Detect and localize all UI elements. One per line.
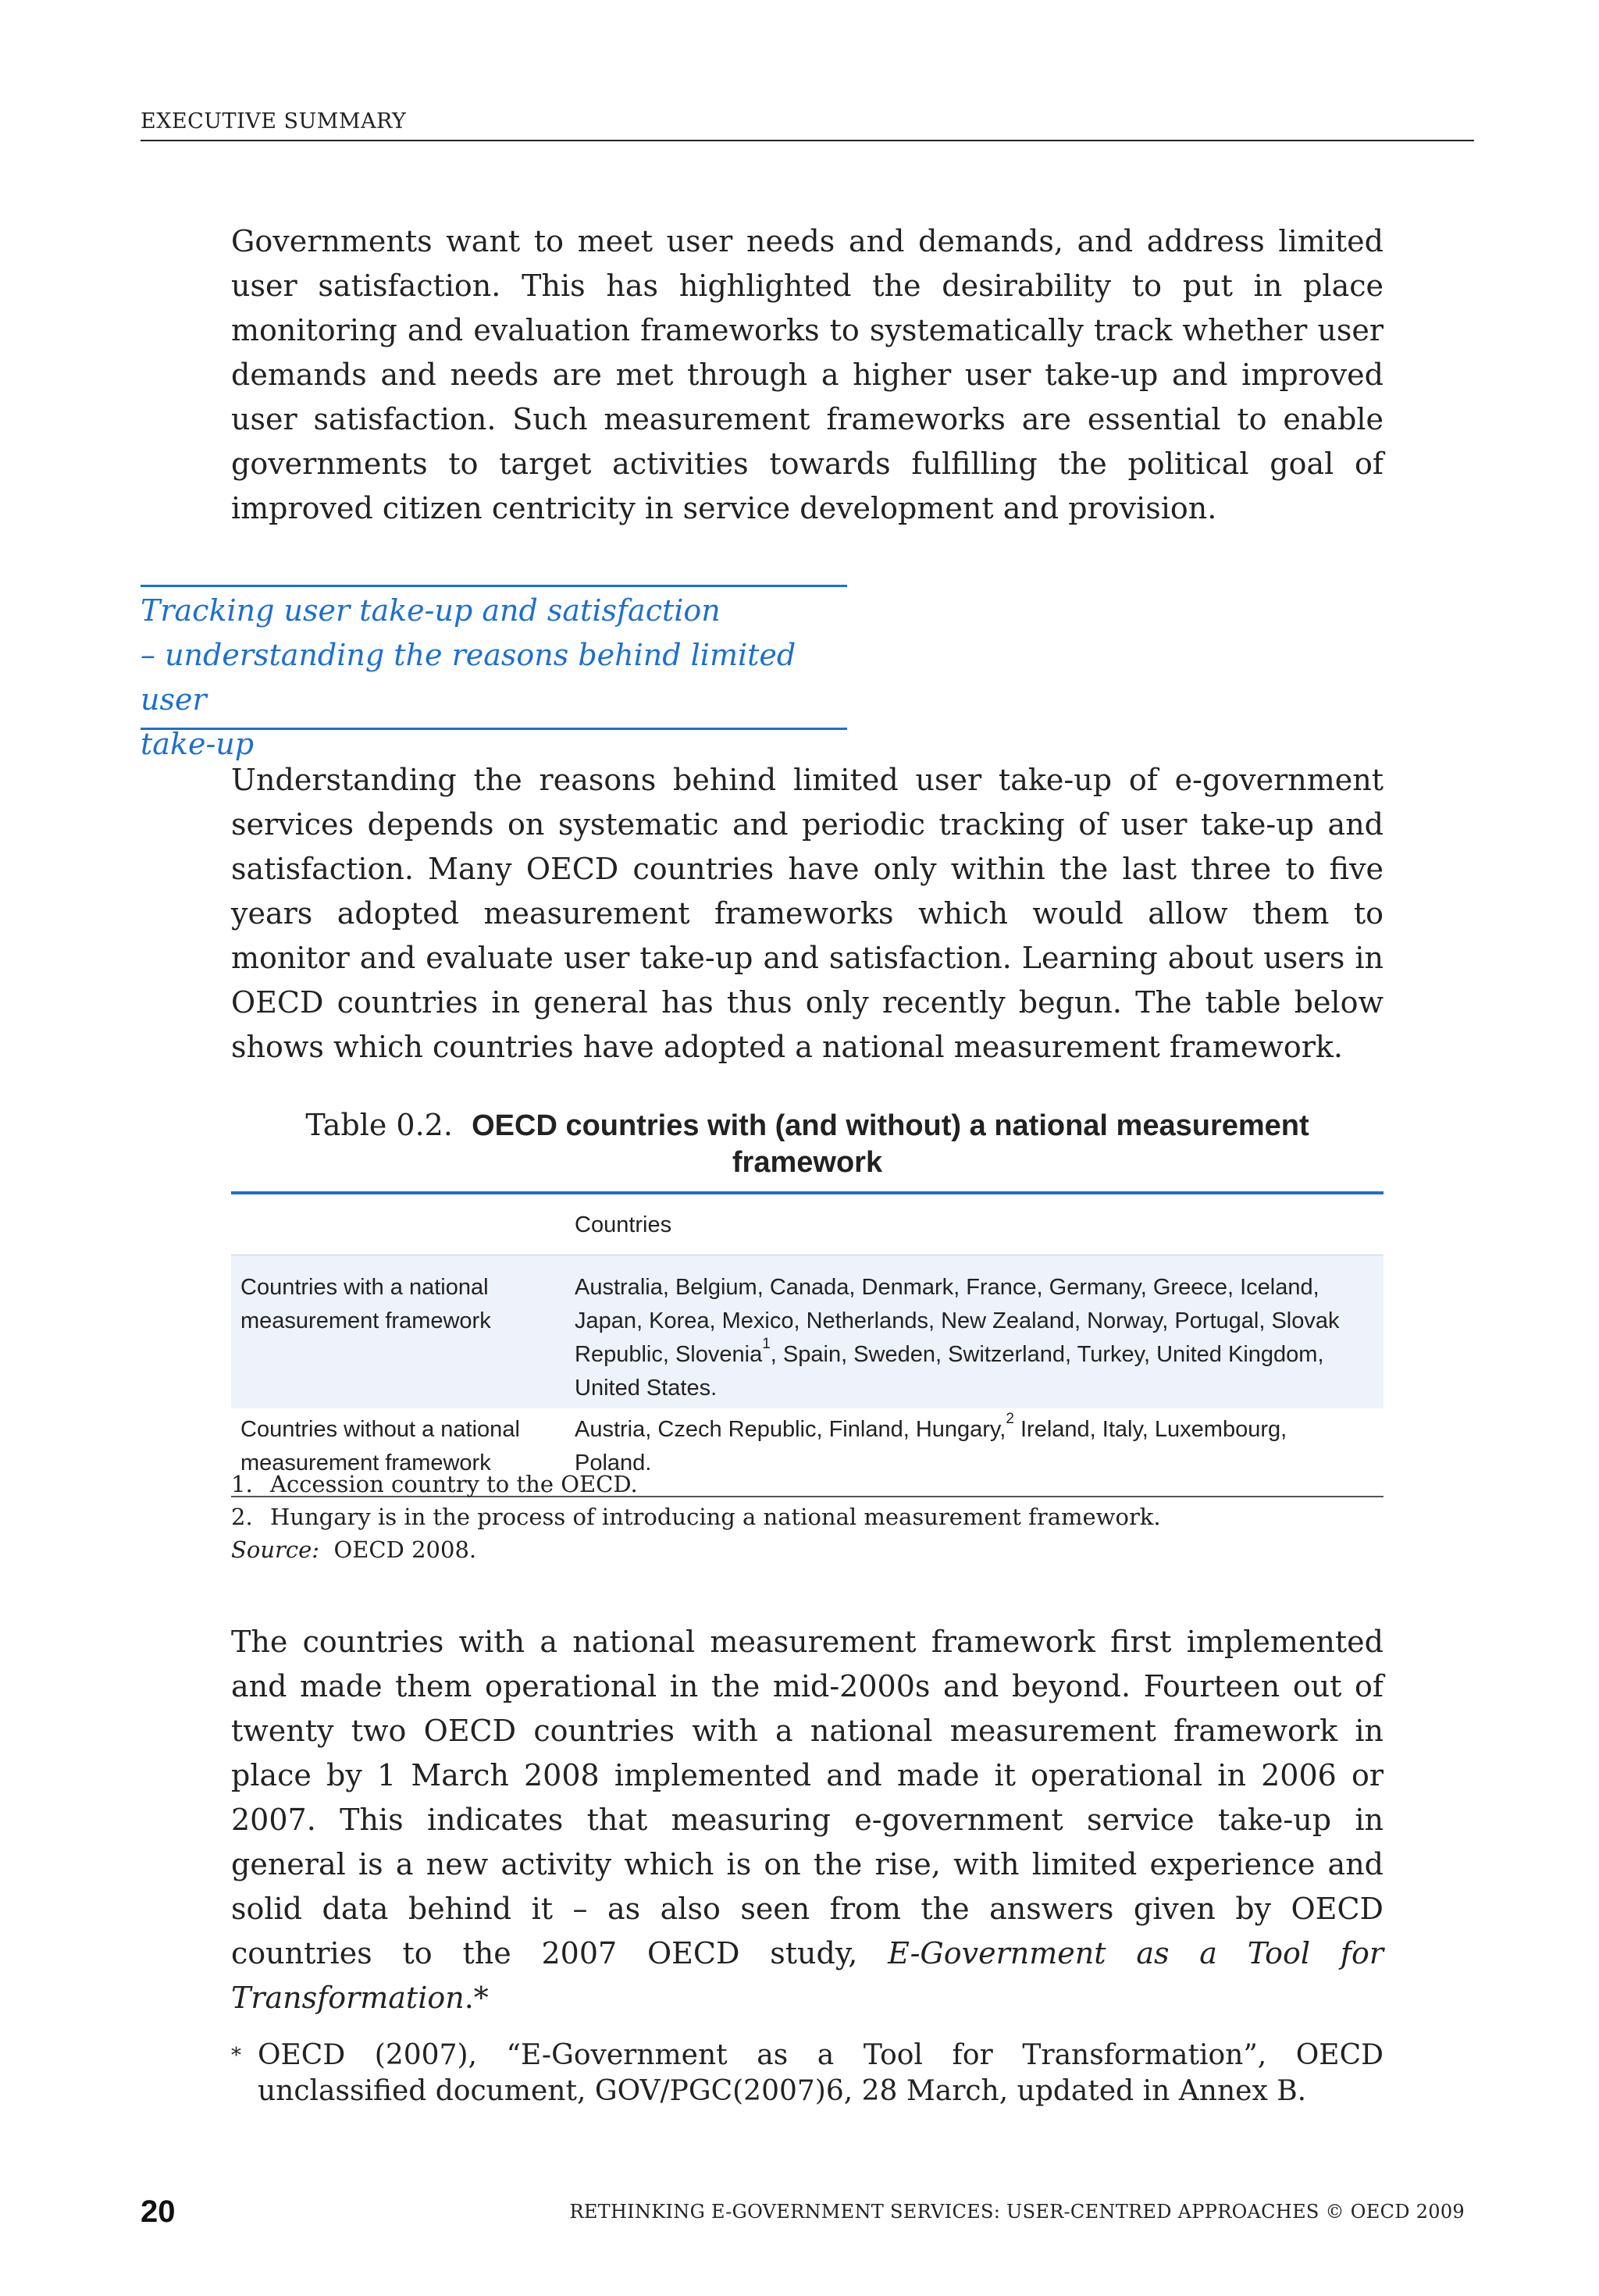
side-heading-line-3: take-up xyxy=(141,727,255,761)
side-heading xyxy=(141,589,843,767)
side-heading-line-2: – understanding the reasons behind limited user xyxy=(141,638,796,717)
side-heading-top-rule xyxy=(141,585,847,587)
footnote xyxy=(231,2038,1384,2109)
table-source-label: Source: xyxy=(231,1536,320,1563)
table-caption-title: OECD countries with (and without) a national measurement framework xyxy=(472,1109,1309,1179)
table-row-label: Countries with a national measurement framework xyxy=(231,1255,575,1409)
table-caption-number: Table 0.2. xyxy=(305,1108,453,1142)
table-note xyxy=(231,1500,1384,1533)
table-row-countries xyxy=(575,1255,1384,1409)
table-note-number: 2. xyxy=(231,1504,253,1530)
header-rule xyxy=(141,140,1474,141)
paragraph-text: The countries with a national measurement framework first implemented and made them operational in the mid-2000s and beyond. Fourteen out of twenty two OECD countries with a national measurement framework in place by 1 March 2008 implemented and made it operational in 2006 or 2007. This indicates that measuring e-government service take-up in general is a new activity which is on the rise, with limited experience and solid data behind it – as also seen from the answers given by OECD countries to the 2007 OECD study, xyxy=(231,1625,1384,1970)
footnote-reference: .* xyxy=(464,1981,489,2015)
note-reference-1: 1 xyxy=(762,1336,771,1353)
countries-text-part-1: Australia, Belgium, Canada, Denmark, France, Germany, Greece, Iceland, Japan, Korea, Mexico, Netherlands, New Zealand, Norway, Portugal, Slovak Republic, Slovenia xyxy=(575,1275,1340,1367)
side-heading-bottom-rule xyxy=(141,728,847,730)
table-caption xyxy=(231,1107,1384,1180)
table-notes xyxy=(231,1468,1384,1566)
countries-text-part-1: Austria, Czech Republic, Finland, Hungary, xyxy=(575,1417,1006,1442)
table-note-text: Accession country to the OECD. xyxy=(270,1471,638,1497)
table-source xyxy=(231,1533,1384,1566)
footnote-text: OECD (2007), “E-Government as a Tool for Transformation”, OECD unclassified document, GOV/PGC(2007)6, 28 March, updated in Annex B. xyxy=(258,2039,1384,2107)
paragraph-tracking: Understanding the reasons behind limited user take-up of e-government services depends on systematic and periodic tracking of user take-up and satisfaction. Many OECD countries have only within the last three to five years adopted measurement frameworks which would allow them to monitor and evaluate user take-up and satisfaction. Learning about users in OECD countries in general has thus only recently begun. The table below shows which countries have adopted a national measurement framework. xyxy=(231,763,1384,1064)
paragraph-intro: Governments want to meet user needs and demands, and address limited user satisfaction. This has highlighted the desirability to put in place monitoring and evaluation frameworks to systematically track whether user demands and needs are met through a higher user take-up and improved user satisfaction. Such measurement frameworks are essential to enable governments to target activities towards fulfilling the political goal of improved citizen centricity in service development and provision. xyxy=(231,224,1384,525)
note-reference-2: 2 xyxy=(1006,1411,1014,1428)
table-column-header: Countries xyxy=(575,1212,672,1237)
paragraph-implementation xyxy=(231,1620,1384,2020)
table xyxy=(231,1194,1384,1496)
countries-text-part-2: Ireland, Italy, Luxembourg, Poland. xyxy=(575,1417,1287,1475)
countries-table xyxy=(231,1191,1384,1497)
table-note-text: Hungary is in the process of introducing a national measurement framework. xyxy=(270,1504,1161,1530)
table-row xyxy=(231,1255,1384,1409)
table-source-text: OECD 2008. xyxy=(333,1536,477,1563)
table-header-empty xyxy=(231,1194,575,1255)
table-header-row xyxy=(231,1194,1384,1255)
table-row-label: Countries without a national measurement framework xyxy=(240,1417,520,1475)
table-note xyxy=(231,1468,1384,1500)
footnote-mark: * xyxy=(231,2044,241,2067)
running-head: EXECUTIVE SUMMARY xyxy=(141,109,407,133)
side-heading-line-1: Tracking user take-up and satisfaction xyxy=(141,593,721,628)
table-note-number: 1. xyxy=(231,1471,253,1497)
page-number: 20 xyxy=(141,2195,176,2229)
study-title: E-Government as a Tool for Transformation xyxy=(231,1936,1384,2015)
countries-text-part-2: , Spain, Sweden, Switzerland, Turkey, United Kingdom, United States. xyxy=(575,1342,1324,1401)
footer-publication: RETHINKING E-GOVERNMENT SERVICES: USER-CENTRED APPROACHES © OECD 2009 xyxy=(569,2201,1465,2223)
